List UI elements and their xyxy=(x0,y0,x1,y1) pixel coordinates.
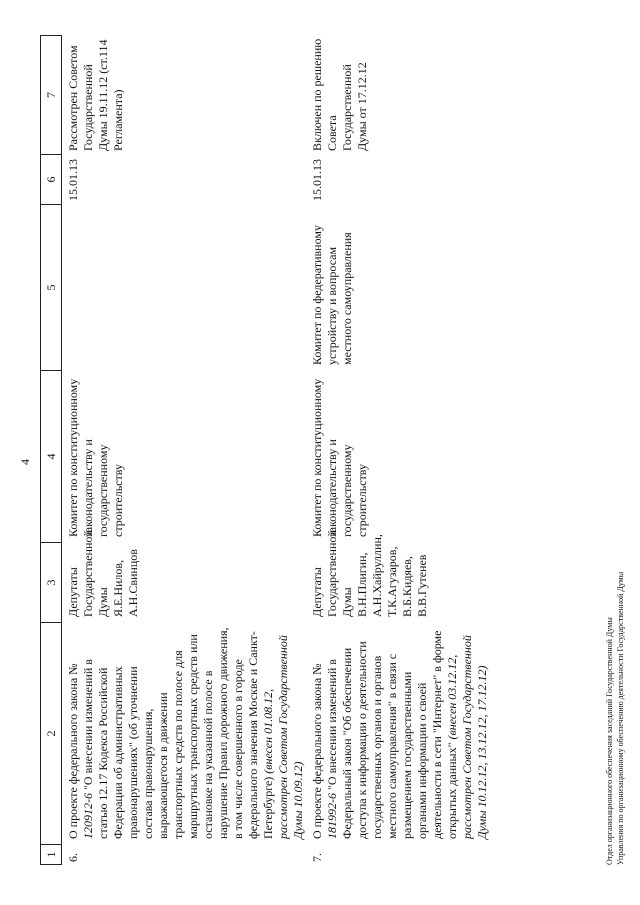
bill-title-prefix: О проекте федерального закона № xyxy=(310,663,324,839)
agenda-table xyxy=(40,35,589,865)
review-date: 15.01.13 xyxy=(310,159,324,201)
review-date: 15.01.13 xyxy=(66,159,80,201)
footer-line-1: Отдел организационного обеспечения заседаний Государственной Думы xyxy=(605,617,614,865)
bill-text: "О внесении изменений в Федеральный закон "Об обеспечении доступа к информации о деятельности государственных органов и органов местного самоуправления" в связи с размещением государственными органами информации о своей деятельности в сети "Интернет" в форме открытых данных" xyxy=(325,630,459,839)
row-number: 7. xyxy=(310,853,324,862)
footer xyxy=(604,572,626,865)
col-header-6: 6 xyxy=(41,154,61,204)
bill-number: 181992-6 xyxy=(325,793,339,839)
col-header-4: 4 xyxy=(41,370,61,542)
col-header-1: 1 xyxy=(41,844,61,864)
bill-note: (внесен 03.12.12, рассмотрен Советом Государственной Думы 10.12.12, 13.12.12, 17.12.12) xyxy=(445,635,489,839)
bill-number: 120912-6 xyxy=(81,793,95,839)
row-number: 6. xyxy=(66,853,80,862)
bill-authors: Депутаты Государственной Думы В.Н.Плигин, А.Н.Хайруллин, Т.К.Агузаров, В.Б.Кидяев, В.В.Гутенев xyxy=(310,530,429,617)
bill-status: Включен по решению Совета Государственной Думы от 17.12.12 xyxy=(310,38,369,151)
col-header-7: 7 xyxy=(44,92,58,98)
bill-status: Рассмотрен Советом Государственной Думы 19.11.12 (ст.114 Регламента) xyxy=(66,39,125,151)
bill-text: "О внесении изменений в статью 12.17 Кодекса Российской Федерации об административных правонарушениях" (об уточнении состава правонарушения, выражающегося в движении транспортных средств по полосе для маршрутных транспортных средств или остановке на указанной полосе в нарушение Правил дорожного движения, в том числе совершенного в городе федерального значения Москве и Санкт-Петербурге) xyxy=(81,627,275,839)
bill-description xyxy=(310,625,490,839)
co-committee: Комитет по федеративному устройству и вопросам местного самоуправления xyxy=(310,225,354,365)
col-header-3: 3 xyxy=(41,542,61,622)
col-header-2: 2 xyxy=(41,622,61,844)
footer-line-2: Управления по организационному обеспечению деятельности Государственной Думы xyxy=(616,571,625,865)
table-header xyxy=(40,35,62,865)
col-header-5: 5 xyxy=(41,204,61,370)
bill-authors: Депутаты Государственной Думы Я.Е.Нилов, А.Н.Свинцов xyxy=(66,530,140,617)
responsible-committee: Комитет по конституционному законодательству и государственному строительству xyxy=(66,378,125,537)
bill-note: (внесен 01.08.12, рассмотрен Советом Государственной Думы 10.09.12) xyxy=(261,635,305,839)
responsible-committee: Комитет по конституционному законодательству и государственному строительству xyxy=(310,378,369,537)
bill-description xyxy=(66,625,306,839)
page-number: 4 xyxy=(18,459,32,465)
bill-title-prefix: О проекте федерального закона № xyxy=(66,663,80,839)
